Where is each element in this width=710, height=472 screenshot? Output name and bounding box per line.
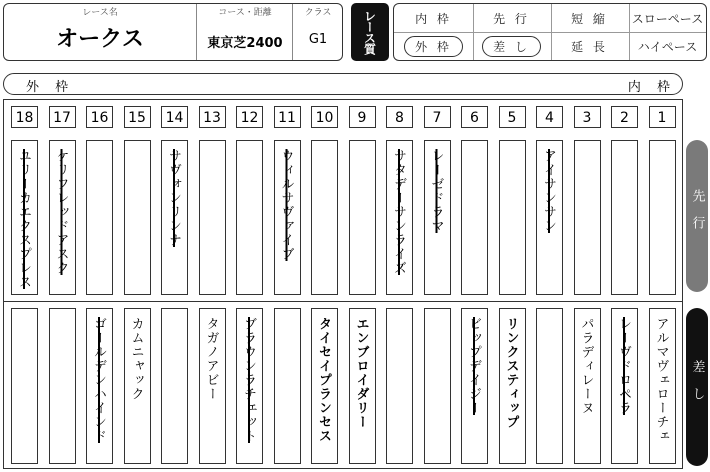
horse-number: 15 <box>124 106 151 128</box>
front-slot[interactable] <box>461 140 488 295</box>
horse-name: リンクスティップ <box>503 317 519 429</box>
front-slot[interactable] <box>499 140 526 295</box>
horse-number: 4 <box>536 106 563 128</box>
horse-name: アイサンサン <box>541 149 556 233</box>
front-slot[interactable] <box>424 140 451 295</box>
horse-number: 5 <box>499 106 526 128</box>
race-type-option[interactable] <box>397 32 470 60</box>
race-type-option[interactable] <box>553 32 626 60</box>
front-slot[interactable] <box>124 140 151 295</box>
race-type-option[interactable] <box>631 4 704 32</box>
section-divider <box>4 301 682 302</box>
waku-bar <box>3 73 683 95</box>
race-info-box <box>3 3 343 61</box>
course-cell <box>196 4 293 60</box>
closer-slot[interactable] <box>311 308 338 464</box>
race-type-option-label: 差 し <box>482 36 541 57</box>
front-runner-tab[interactable]: 先行 <box>686 140 708 292</box>
horse-number: 1 <box>649 106 676 128</box>
closer-slot[interactable] <box>11 308 38 464</box>
course-caption: コース・距離 <box>218 8 272 18</box>
front-slot[interactable] <box>161 140 188 295</box>
front-slot[interactable] <box>311 140 338 295</box>
horse-name: パラディレーヌ <box>578 317 594 415</box>
closer-slot[interactable] <box>161 308 188 464</box>
race-type-option-label: スローペース <box>631 11 704 26</box>
horse-name: ゴールデンハインド <box>91 317 106 443</box>
horse-number: 10 <box>311 106 338 128</box>
race-type-option-label: 先 行 <box>493 11 530 26</box>
closer-slot[interactable] <box>424 308 451 464</box>
race-type-option-label: 外 枠 <box>404 36 463 57</box>
closer-slot[interactable] <box>574 308 601 464</box>
horse-number: 16 <box>86 106 113 128</box>
horse-name: サタデーサンライズ <box>391 149 406 275</box>
horse-number: 12 <box>236 106 263 128</box>
horse-name: タガノアビー <box>203 317 219 401</box>
race-name-caption: レース名 <box>82 8 118 18</box>
horse-name: カムニャック <box>128 317 144 401</box>
horse-name: レーヴドロペラ <box>616 317 631 415</box>
horse-number: 18 <box>11 106 38 128</box>
horse-name: ユリーカエクスプレス <box>16 149 31 289</box>
horse-name: ウィルサヴァイブ <box>278 149 294 261</box>
closer-slot[interactable] <box>274 308 301 464</box>
closer-slot[interactable] <box>49 308 76 464</box>
front-slot[interactable] <box>349 140 376 295</box>
horse-number: 17 <box>49 106 76 128</box>
horse-name: タイセイプランセス <box>316 317 331 443</box>
race-type-option-label: 短 縮 <box>571 11 608 26</box>
class-value[interactable]: G1 <box>308 32 328 47</box>
race-type-option[interactable] <box>397 4 470 32</box>
horse-number: 14 <box>161 106 188 128</box>
horse-name: ブラウンラチェット <box>241 317 256 443</box>
race-name[interactable]: オークス <box>56 27 144 52</box>
race-type-option[interactable] <box>475 4 548 32</box>
horse-number: 7 <box>424 106 451 128</box>
horse-number: 3 <box>574 106 601 128</box>
front-slot[interactable] <box>649 140 676 295</box>
horse-number: 2 <box>611 106 638 128</box>
class-cell <box>292 4 343 60</box>
class-caption: クラス <box>304 8 332 18</box>
horse-name: レーゼドラマ <box>428 149 444 233</box>
closer-tab[interactable]: 差し <box>686 308 708 466</box>
front-slot[interactable] <box>199 140 226 295</box>
closer-slot[interactable] <box>611 308 638 464</box>
front-slot[interactable] <box>386 140 413 295</box>
race-type-option-label: ハイペース <box>637 39 698 54</box>
closer-slot[interactable] <box>499 308 526 464</box>
race-name-cell <box>4 4 196 60</box>
horse-number: 13 <box>199 106 226 128</box>
race-type-option-label: 内 枠 <box>415 11 452 26</box>
front-slot[interactable] <box>49 140 76 295</box>
closer-slot[interactable] <box>349 308 376 464</box>
horse-number: 6 <box>461 106 488 128</box>
closer-slot[interactable] <box>461 308 488 464</box>
front-slot[interactable] <box>86 140 113 295</box>
race-type-option[interactable] <box>553 4 626 32</box>
closer-slot[interactable] <box>199 308 226 464</box>
front-slot[interactable] <box>236 140 263 295</box>
race-type-option[interactable] <box>475 32 548 60</box>
closer-slot[interactable] <box>536 308 563 464</box>
front-slot[interactable] <box>574 140 601 295</box>
closer-slot[interactable] <box>649 308 676 464</box>
inner-waku-label: 内 枠 <box>627 80 676 95</box>
closer-slot[interactable] <box>236 308 263 464</box>
horse-number: 11 <box>274 106 301 128</box>
horse-number: 9 <box>349 106 376 128</box>
horse-name: エンブロイダリー <box>353 317 369 429</box>
front-slot[interactable] <box>11 140 38 295</box>
closer-slot[interactable] <box>386 308 413 464</box>
front-slot[interactable] <box>536 140 563 295</box>
horse-name: アルマヴェローチェ <box>653 317 669 443</box>
outer-waku-label: 外 枠 <box>26 80 75 95</box>
horse-name: サヴォンリンナ <box>166 149 181 247</box>
closer-slot[interactable] <box>124 308 151 464</box>
horse-table <box>3 99 683 469</box>
race-type-option-label: 延 長 <box>571 39 608 54</box>
race-type-grid <box>393 3 707 61</box>
horse-name: ケリフレッドアスク <box>53 149 69 275</box>
closer-slot[interactable] <box>86 308 113 464</box>
race-type-option[interactable] <box>631 32 704 60</box>
horse-name: ビップデイジー <box>466 317 481 415</box>
race-type-label: レース質 <box>351 3 389 61</box>
course-value[interactable]: 東京芝2400 <box>207 36 283 51</box>
horse-number: 8 <box>386 106 413 128</box>
front-slot[interactable] <box>274 140 301 295</box>
front-slot[interactable] <box>611 140 638 295</box>
